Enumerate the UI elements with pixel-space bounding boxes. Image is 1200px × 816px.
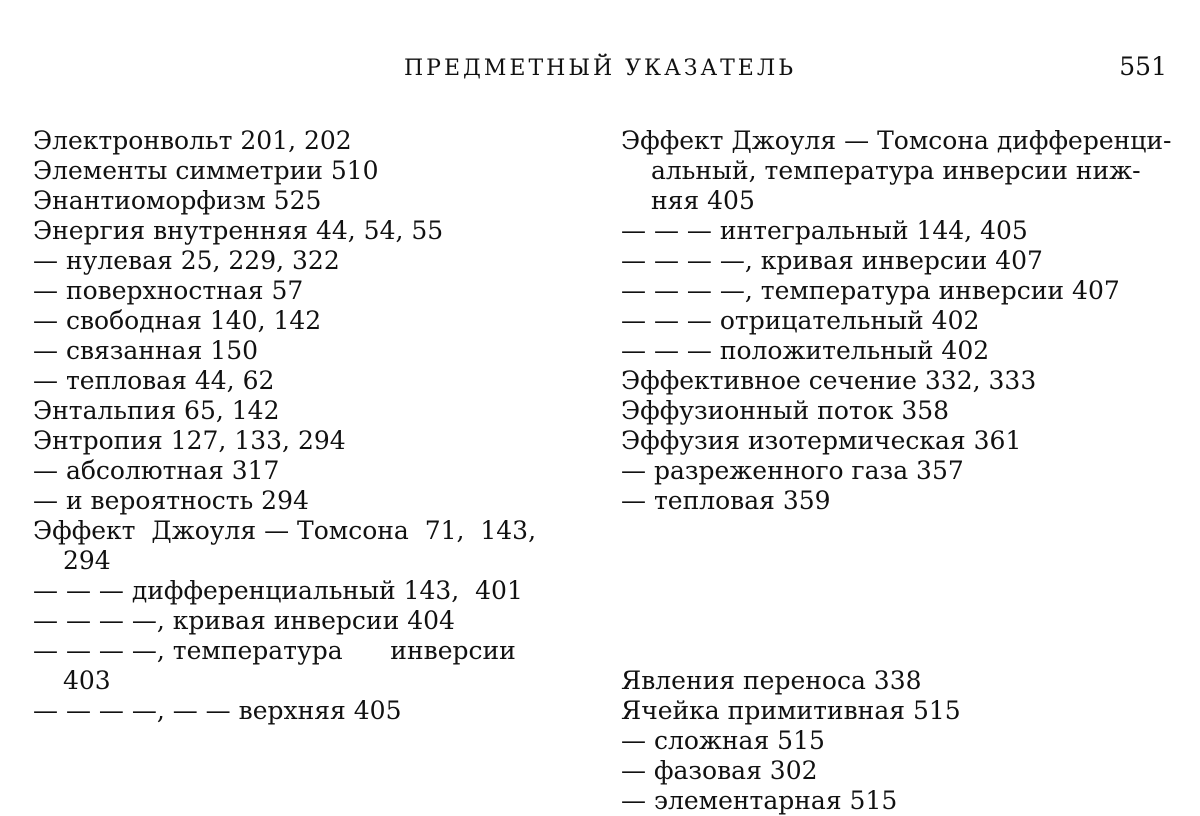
index-entry: Энтропия 127, 133, 294 <box>33 426 346 455</box>
index-entry: — — — дифференциальный 143, 401 <box>33 576 523 605</box>
index-entry: Энантиоморфизм 525 <box>33 186 322 215</box>
index-column-right <box>621 126 1186 816</box>
index-entry: — абсолютная 317 <box>33 456 280 485</box>
index-entry: — тепловая 359 <box>621 486 831 515</box>
section-gap <box>621 516 1186 666</box>
index-column-left <box>33 126 593 726</box>
index-entry: — нулевая 25, 229, 322 <box>33 246 340 275</box>
index-entry: Энергия внутренняя 44, 54, 55 <box>33 216 444 245</box>
index-entry: — разреженного газа 357 <box>621 456 964 485</box>
index-entry: — — — —, — — верхняя 405 <box>33 696 402 725</box>
index-entry-continuation: няя 405 <box>651 186 755 215</box>
index-entry: — сложная 515 <box>621 726 825 755</box>
index-entry: — — — —, кривая инверсии 407 <box>621 246 1043 275</box>
index-entry: — связанная 150 <box>33 336 258 365</box>
index-entry: Электронвольт 201, 202 <box>33 126 352 155</box>
index-entry: Эффективное сечение 332, 333 <box>621 366 1037 395</box>
index-entry: Эффузия изотермическая 361 <box>621 426 1022 455</box>
index-entry: Элементы симметрии 510 <box>33 156 379 185</box>
index-entry: Ячейка примитивная 515 <box>621 696 961 725</box>
index-entry: — элементарная 515 <box>621 786 898 815</box>
index-entry: — фазовая 302 <box>621 756 818 785</box>
index-entry: Энтальпия 65, 142 <box>33 396 280 425</box>
page-number: 551 <box>1119 52 1167 81</box>
index-entry: — — — отрицательный 402 <box>621 306 980 335</box>
index-entry: — — — положительный 402 <box>621 336 990 365</box>
index-entry: — — — —, температура инверсии <box>33 636 516 665</box>
index-entry: — свободная 140, 142 <box>33 306 322 335</box>
index-entry-continuation: 294 <box>63 546 111 575</box>
index-entry: — — — —, температура инверсии 407 <box>621 276 1120 305</box>
index-entry: — — — интегральный 144, 405 <box>621 216 1028 245</box>
index-entry-continuation: 403 <box>63 666 111 695</box>
index-entry: Эффект Джоуля — Томсона дифференци- <box>621 126 1172 155</box>
index-entry: — поверхностная 57 <box>33 276 304 305</box>
running-title: ПРЕДМЕТНЫЙ УКАЗАТЕЛЬ <box>403 56 797 81</box>
index-entry: Эффект Джоуля — Томсона 71, 143, <box>33 516 537 545</box>
index-entry: — тепловая 44, 62 <box>33 366 275 395</box>
index-entry-continuation: альный, температура инверсии ниж- <box>651 156 1141 185</box>
index-entry: — и вероятность 294 <box>33 486 309 515</box>
index-entry: Явления переноса 338 <box>621 666 922 695</box>
index-entry: Эффузионный поток 358 <box>621 396 950 425</box>
index-entry: — — — —, кривая инверсии 404 <box>33 606 455 635</box>
